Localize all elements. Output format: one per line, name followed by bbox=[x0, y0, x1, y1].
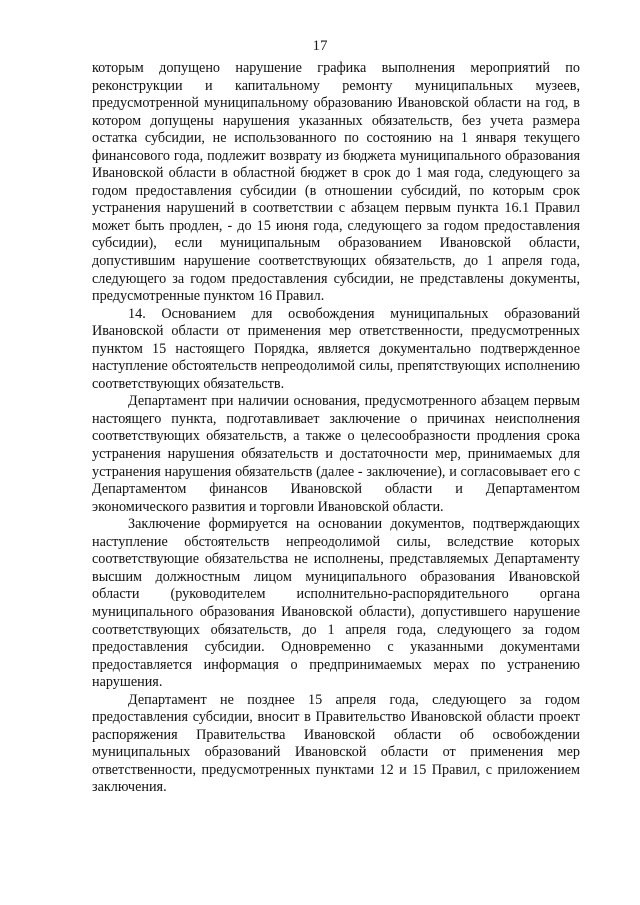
document-body bbox=[92, 60, 580, 797]
paragraph-conclusion-formation: Заключение формируется на основании документов, подтверждающих наступление обстоятельств непреодолимой силы, вследствие которых соответствующие обязательства не исполнены, представляемых Департаменту высшим должностным лицом муниципального образования Ивановской области (руководителем исполнительно-распорядительного органа муниципального образования Ивановской области), допустившего нарушение соответствующих обязательств, до 1 апреля года, следующего за годом предоставления субсидии. Одновременно с указанными документами предоставляется информация о предпринимаемых мерах по устранению нарушения. bbox=[92, 516, 580, 691]
paragraph-continuation: которым допущено нарушение графика выполнения мероприятий по реконструкции и капитальному ремонту муниципальных музеев, предусмотренной муниципальному образованию Ивановской области на год, в котором допущены нарушения указанных обязательств, без учета размера остатка субсидии, не использованного по состоянию на 1 января текущего финансового года, подлежит возврату из бюджета муниципального образования Ивановской области в областной бюджет в срок до 1 мая года, следующего за годом предоставления субсидии (в отношении субсидий, по которым срок устранения нарушений в соответствии с абзацем первым пункта 16.1 Правил может быть продлен, - до 15 июня года, следующего за годом предоставления субсидии), если муниципальным образованием Ивановской области, допустившим нарушение соответствующих обязательств, до 1 апреля года, следующего за годом предоставления субсидии, не представлены документы, предусмотренные пунктом 16 Правил. bbox=[92, 60, 580, 305]
paragraph-department-submission: Департамент не позднее 15 апреля года, следующего за годом предоставления субсидии, вносит в Правительство Ивановской области проект распоряжения Правительства Ивановской области об освобождении муниципальных образований Ивановской области от применения мер ответственности, предусмотренных пунктами 12 и 15 Правил, с приложением заключения. bbox=[92, 691, 580, 796]
paragraph-department-preparation: Департамент при наличии основания, предусмотренного абзацем первым настоящего пункта, подготавливает заключение о причинах неисполнения соответствующих обязательств, а также о целесообразности продления срока устранения нарушения обязательств и достаточности мер, принимаемых для устранения нарушения обязательств (далее - заключение), и согласовывает его с Департаментом финансов Ивановской области и Департаментом экономического развития и торговли Ивановской области. bbox=[92, 393, 580, 515]
page-number: 17 bbox=[312, 38, 328, 54]
paragraph-item-14: 14. Основанием для освобождения муниципальных образований Ивановской области от применения мер ответственности, предусмотренных пунктом 15 настоящего Порядка, является документально подтвержденное наступление обстоятельств непреодолимой силы, препятствующих исполнению соответствующих обязательств. bbox=[92, 305, 580, 392]
